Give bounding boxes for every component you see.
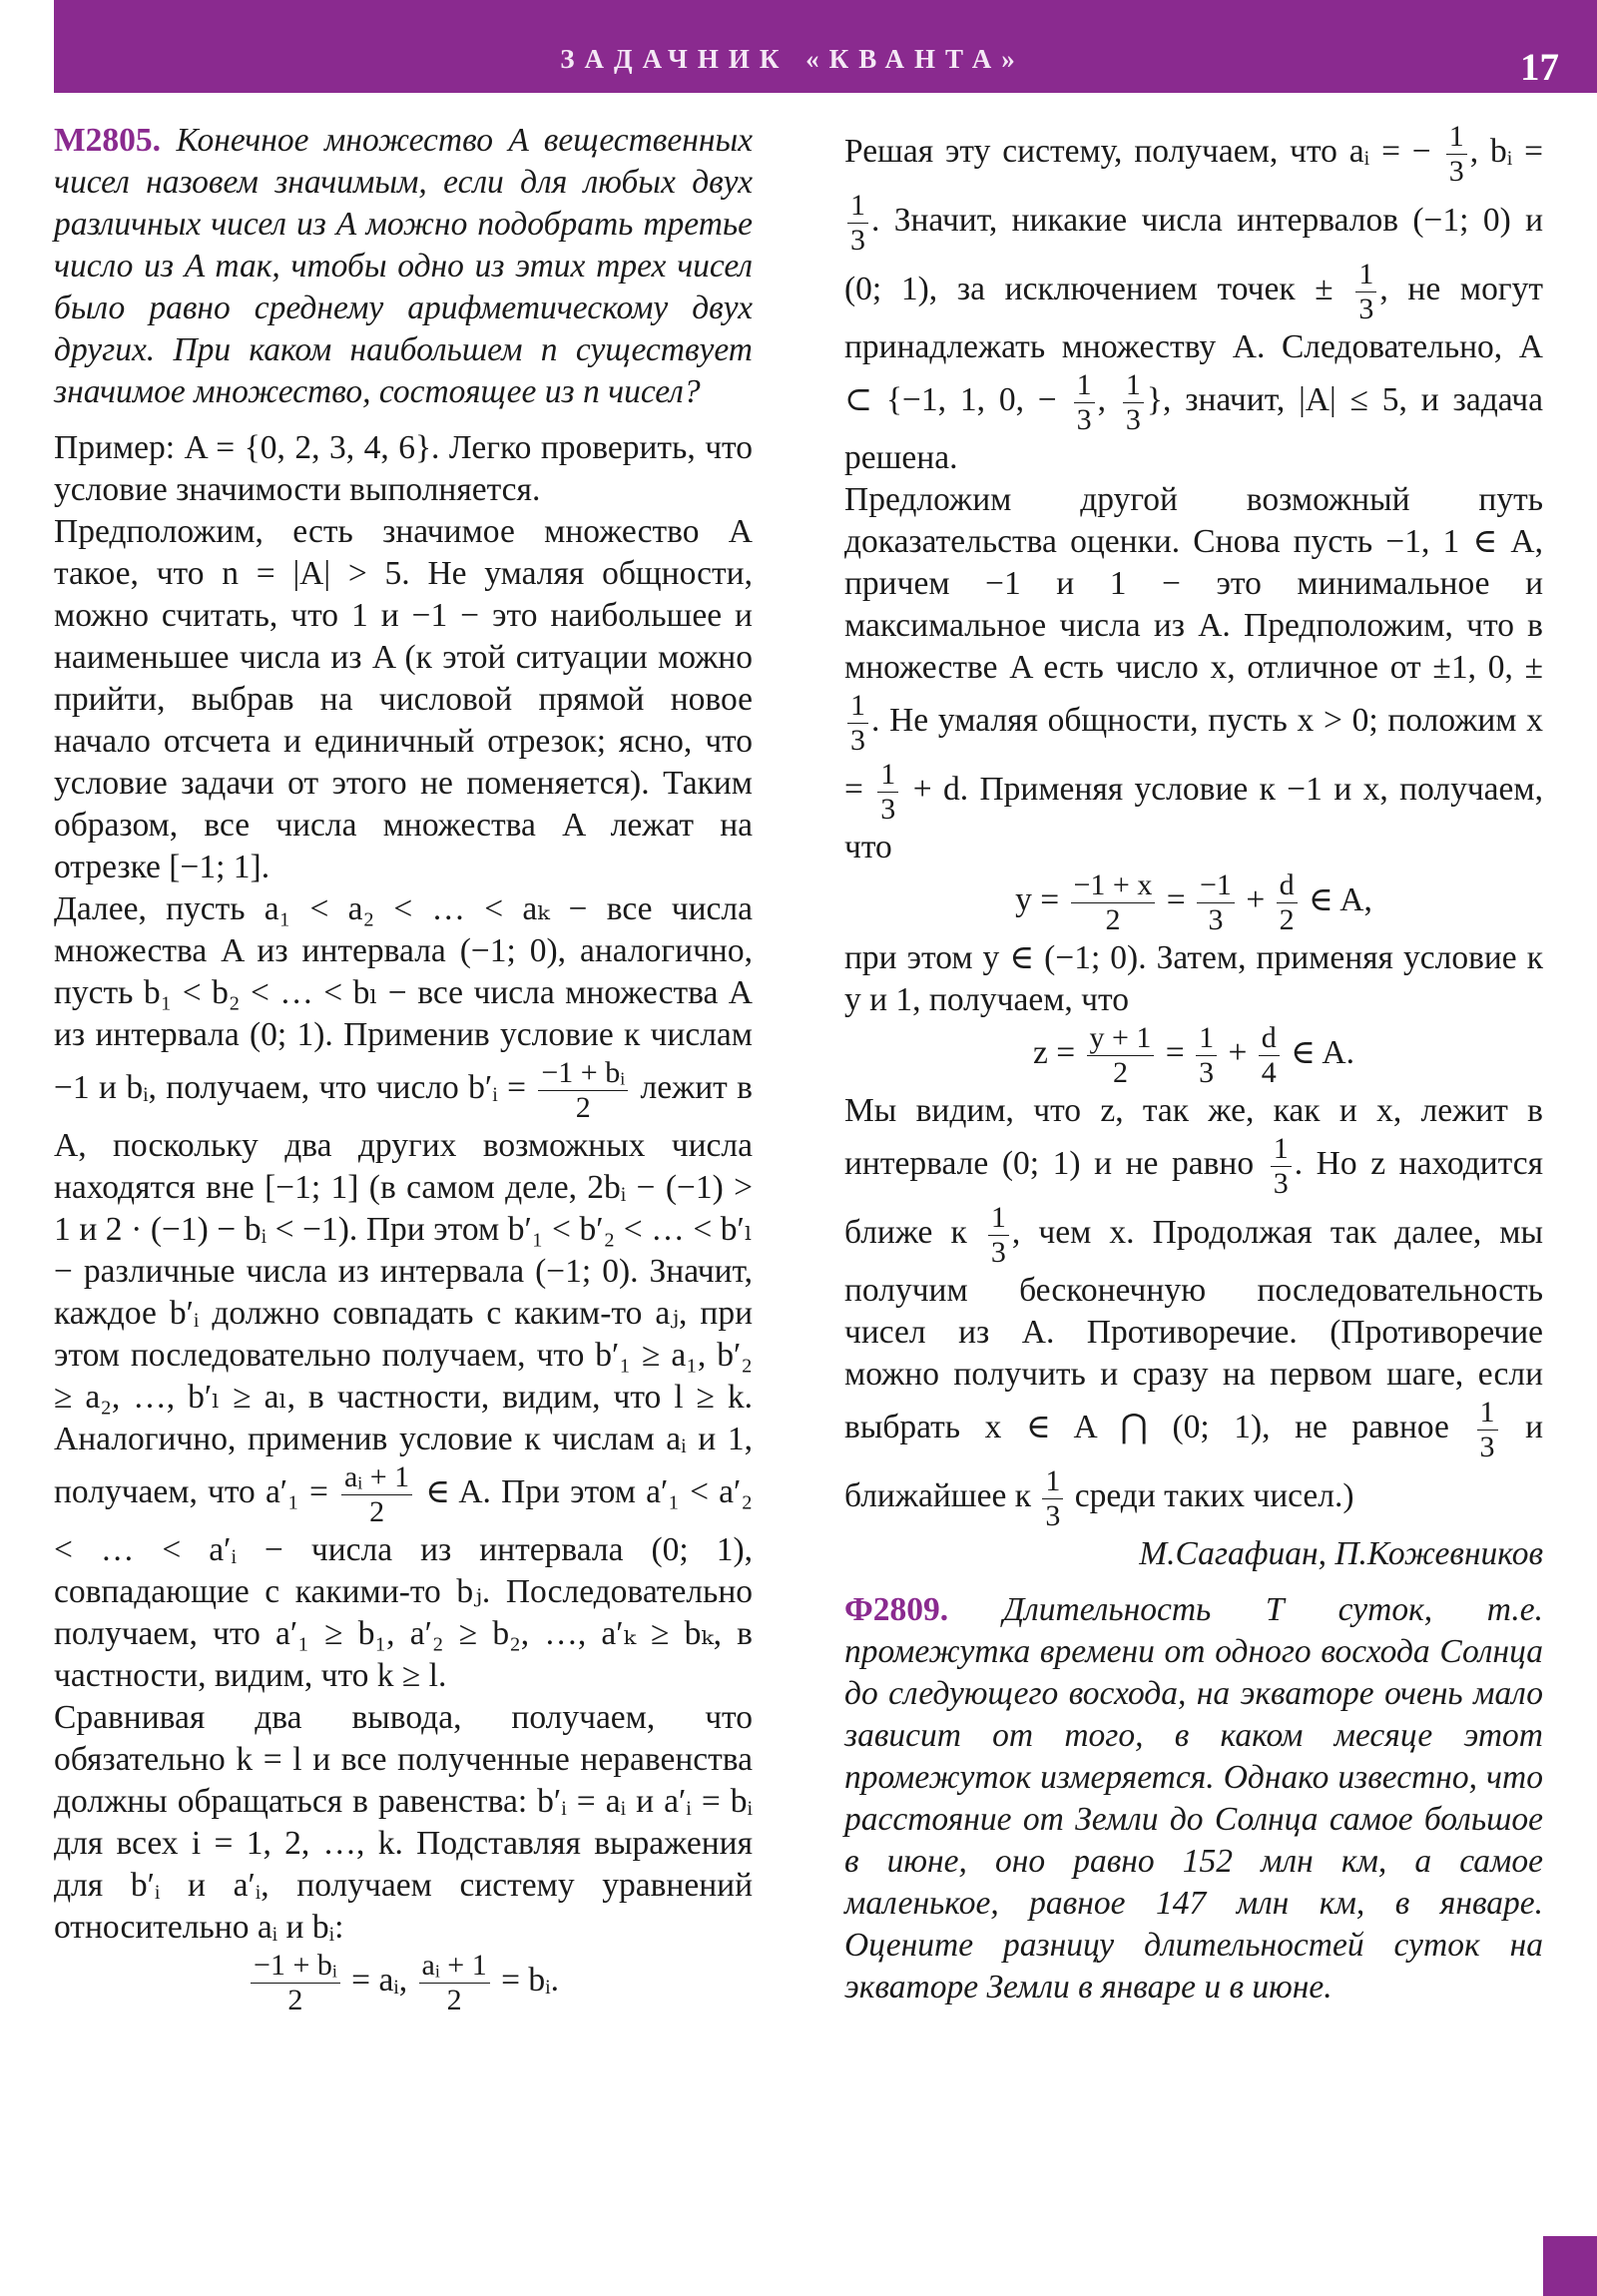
conclusion-text: Мы видим, что z, так же, как и x, лежит в интервале (0; 1) и не равно xyxy=(844,1092,1543,1183)
fraction-one-third xyxy=(847,689,868,758)
fraction-denominator: 3 xyxy=(850,224,865,257)
fraction-a-prime xyxy=(341,1460,412,1529)
fraction-numerator: −1 + x xyxy=(1071,868,1156,903)
eq-fraction xyxy=(1071,868,1156,937)
fraction-numerator: aᵢ + 1 xyxy=(419,1949,490,1984)
comma: , xyxy=(1097,381,1107,419)
fraction-numerator: −1 + bᵢ xyxy=(251,1949,340,1984)
conclusion-paragraph xyxy=(844,1090,1543,1533)
eq-end: ∈ A. xyxy=(1291,1034,1355,1072)
fraction-numerator: 1 xyxy=(847,689,868,724)
y-paragraph: при этом y ∈ (−1; 0). Затем, применяя условие к y и 1, получаем, что xyxy=(844,939,1543,1018)
problem-text: Длительность T суток, т.е. промежутка времени от одного восхода Солнца до следующего восхода, на экваторе очень мало зависит от того, в каком месяце этот промежуток измеряется. Однако известно, что расстояние от Земли до Солнца самое большое в июне, оно равно 152 млн км, а самое маленькое, равное 147 млн км, в январе. Оцените разницу длительностей суток на экваторе Земли в январе и в июне. xyxy=(844,1591,1544,2006)
fraction-one-third xyxy=(988,1201,1009,1270)
solution-text: bᵢ = xyxy=(1489,133,1544,171)
conclusion-text: . Но z находится ближе к xyxy=(844,1145,1544,1252)
fraction-one-third xyxy=(1042,1464,1063,1533)
alt-proof-text: + d. Применяя условие к −1 и x, получаем, что xyxy=(844,771,1543,865)
alternative-proof-paragraph xyxy=(844,479,1543,868)
fraction-denominator: 3 xyxy=(1358,292,1374,325)
fraction-numerator: 1 xyxy=(1355,258,1376,292)
eq-lhs: y = xyxy=(1015,881,1060,919)
page-corner-mark xyxy=(1543,2236,1597,2296)
eq-fraction xyxy=(1087,1021,1155,1090)
eq2-rhs: = bᵢ. xyxy=(501,1962,559,2000)
fraction-one-third xyxy=(1271,1132,1292,1201)
fraction-one-third xyxy=(847,189,868,258)
fraction-numerator: 1 xyxy=(1196,1021,1217,1056)
argument-text-end: лежит в A, поскольку два других возможных числа находятся вне [−1; 1] (в самом деле, 2bᵢ − (−1) > 1 и 2 · (−1) − bᵢ < −1). При этом b′₁ < b′₂ < … < b′ₗ − различные числа из интервала (−1; 0). Значит, каждое b′ᵢ должно совпадать с каким-то aⱼ, при этом последовательно получаем, что b′₁ ≥ a₁, b′₂ ≥ a₂, …, b′ₗ ≥ aₗ, в частности, видим, что l ≥ k. Аналогично, применив условие к числам aᵢ и 1, получаем, что xyxy=(54,1069,754,1511)
alt-proof-text: . Не умаляя общности, пусть x > 0; положим x = xyxy=(844,702,1543,809)
right-column xyxy=(844,120,1543,2022)
fraction-numerator: 1 xyxy=(1271,1132,1292,1167)
fraction-numerator: d xyxy=(1259,1021,1280,1056)
fraction-denominator: 2 xyxy=(1279,903,1295,936)
argument-paragraph xyxy=(54,888,753,1697)
fraction-denominator: 3 xyxy=(1076,403,1092,436)
fraction-numerator: 1 xyxy=(988,1201,1009,1236)
alt-proof-text: Предложим другой возможный путь доказательства оценки. Снова пусть −1, 1 ∈ A, причем −1 и 1 − это минимальное и максимальное числа из A. Предположим, что в множестве A есть число x, отличное от ±1, 0, ± xyxy=(844,481,1543,686)
fraction-numerator: y + 1 xyxy=(1087,1021,1155,1056)
problem-m2805-statement xyxy=(54,120,753,413)
eq-fraction xyxy=(1277,868,1298,937)
fraction-denominator: 3 xyxy=(850,724,865,757)
fraction-denominator: 2 xyxy=(446,1984,462,2016)
a-prime-lhs: a′₁ = xyxy=(265,1473,328,1511)
fraction-numerator: 1 xyxy=(1477,1396,1498,1431)
equation-z xyxy=(844,1021,1543,1090)
problem-code: М2805. xyxy=(54,122,161,159)
page-header xyxy=(54,0,1597,93)
problem-text: Конечное множество A вещественных чисел назовем значимым, если для любых двух различных чисел из A можно подобрать третье число из A так, чтобы одно из этих трех чисел было равно среднему арифметическому двух других. При каком наибольшем n существует значимое множество, состоящее из n чисел? xyxy=(54,122,754,410)
fraction-one-third xyxy=(1123,368,1144,437)
fraction-denominator: 3 xyxy=(1125,403,1141,436)
fraction-denominator: 2 xyxy=(369,1495,385,1528)
fraction-denominator: 3 xyxy=(1208,903,1224,936)
eq-fraction xyxy=(1197,868,1235,937)
authors: М.Сагафиан, П.Кожевников xyxy=(1139,1535,1543,1572)
solution-text: Решая эту систему, получаем, что aᵢ = − xyxy=(844,133,1431,171)
plus-sign: + xyxy=(1228,1034,1248,1072)
fraction-numerator: 1 xyxy=(847,189,868,224)
fraction-one-third xyxy=(1446,120,1467,189)
comparison-paragraph: Сравнивая два вывода, получаем, что обязательно k = l и все полученные неравенства должны обращаться в равенства: b′ᵢ = aᵢ и a′ᵢ = bᵢ для всех i = 1, 2, …, k. Подставляя выражения для b′ᵢ и a′ᵢ, получаем систему уравнений относительно aᵢ и bᵢ: xyxy=(54,1699,753,1946)
solution-text: , не могут принадлежать множеству A. Следовательно, A ⊂ {−1, 1, 0, − xyxy=(844,271,1543,419)
equation-y xyxy=(844,868,1543,937)
fraction-numerator: 1 xyxy=(1042,1464,1063,1499)
fraction-denominator: 2 xyxy=(575,1091,591,1124)
section-title: ЗАДАЧНИК «КВАНТА» xyxy=(560,44,1025,74)
solution-paragraph xyxy=(844,120,1543,479)
left-column xyxy=(54,120,753,2017)
fraction-numerator: d xyxy=(1277,868,1298,903)
conclusion-text: , чем x. Продолжая так далее, мы получим бесконечную последовательность чисел из A. Противоречие. (Противоречие можно получить и сразу на первом шаге, если выбрать x ∈ A ⋂ (0; 1), не равное xyxy=(844,1214,1543,1446)
page-number: 17 xyxy=(1520,46,1559,89)
assumption-paragraph: Предположим, есть значимое множество A такое, что n = |A| > 5. Не умаляя общности, можно считать, что 1 и −1 − это наибольшее и наименьшее числа из A (к этой ситуации можно прийти, выбрав на числовой прямой новое начало отсчета и единичный отрезок; ясно, что условие задачи от этого не поменяется). Таким образом, все числа множества A лежат на отрезке [−1; 1]. xyxy=(54,513,753,885)
fraction-one-third xyxy=(1477,1396,1498,1464)
plus-sign: + xyxy=(1246,881,1266,919)
fraction-one-third xyxy=(1074,368,1095,437)
problem-f2809-statement xyxy=(844,1589,1543,2009)
system-equations xyxy=(54,1949,753,2017)
argument-text-start: Далее, пусть a₁ < a₂ < … < aₖ − все числа множества A из интервала (−1; 0), аналогично, пусть b₁ < b₂ < … < bₗ − все числа множества A из интервала (0; 1). Применив условие к числам −1 и bᵢ, получаем, что число b′ᵢ = xyxy=(54,890,753,1107)
fraction-numerator: 1 xyxy=(1446,120,1467,155)
problem-code: Ф2809. xyxy=(844,1591,949,1628)
fraction-one-third xyxy=(1355,258,1376,326)
fraction-numerator: 1 xyxy=(1123,368,1144,403)
fraction-denominator: 3 xyxy=(1479,1431,1495,1463)
fraction-denominator: 3 xyxy=(1045,1499,1061,1532)
eq2-fraction xyxy=(419,1949,490,2017)
eq-end: ∈ A, xyxy=(1308,881,1372,919)
fraction-denominator: 3 xyxy=(880,793,896,826)
a-prime-text: ∈ A. При этом a′₁ < a′₂ < … < a′ᵢ − числа из интервала (0; 1), совпадающие с какими-то bⱼ. Последовательно получаем, что a′₁ ≥ b₁, a′₂ ≥ b₂, …, a′ₖ ≥ bₖ, в частности, видим, что k ≥ l. xyxy=(54,1473,754,1694)
fraction-one-third xyxy=(877,758,898,827)
fraction-numerator: aᵢ + 1 xyxy=(341,1460,412,1495)
fraction-denominator: 3 xyxy=(990,1236,1006,1269)
fraction-numerator: 1 xyxy=(1074,368,1095,403)
fraction-denominator: 3 xyxy=(1448,155,1464,188)
fraction-numerator: −1 + bᵢ xyxy=(538,1056,628,1091)
fraction-denominator: 3 xyxy=(1273,1167,1289,1200)
eq-sign: = xyxy=(1166,881,1186,919)
conclusion-text: и ближайшее к xyxy=(844,1409,1544,1515)
example-paragraph: Пример: A = {0, 2, 3, 4, 6}. Легко проверить, что условие значимости выполняется. xyxy=(54,429,753,508)
conclusion-text: среди таких чисел.) xyxy=(1074,1477,1354,1515)
comma: , xyxy=(1469,133,1479,171)
eq-sign: = xyxy=(1165,1034,1185,1072)
fraction-denominator: 4 xyxy=(1261,1056,1277,1089)
solution-text: . Значит, никакие числа интервалов (−1; 0) и (0; 1), за исключением точек ± xyxy=(844,202,1543,308)
fraction-denominator: 2 xyxy=(1112,1056,1128,1089)
eq-lhs: z = xyxy=(1032,1034,1076,1072)
eq1-rhs: = aᵢ, xyxy=(351,1962,408,2000)
fraction-numerator: −1 xyxy=(1197,868,1235,903)
fraction-denominator: 3 xyxy=(1199,1056,1215,1089)
fraction-b-prime xyxy=(538,1056,628,1125)
eq-fraction xyxy=(1196,1021,1217,1090)
fraction-denominator: 2 xyxy=(287,1984,303,2016)
eq-fraction xyxy=(1259,1021,1280,1090)
fraction-numerator: 1 xyxy=(877,758,898,793)
eq1-fraction xyxy=(251,1949,340,2017)
solution-text: }, значит, |A| ≤ 5, и задача решена. xyxy=(844,381,1543,476)
fraction-denominator: 2 xyxy=(1105,903,1121,936)
